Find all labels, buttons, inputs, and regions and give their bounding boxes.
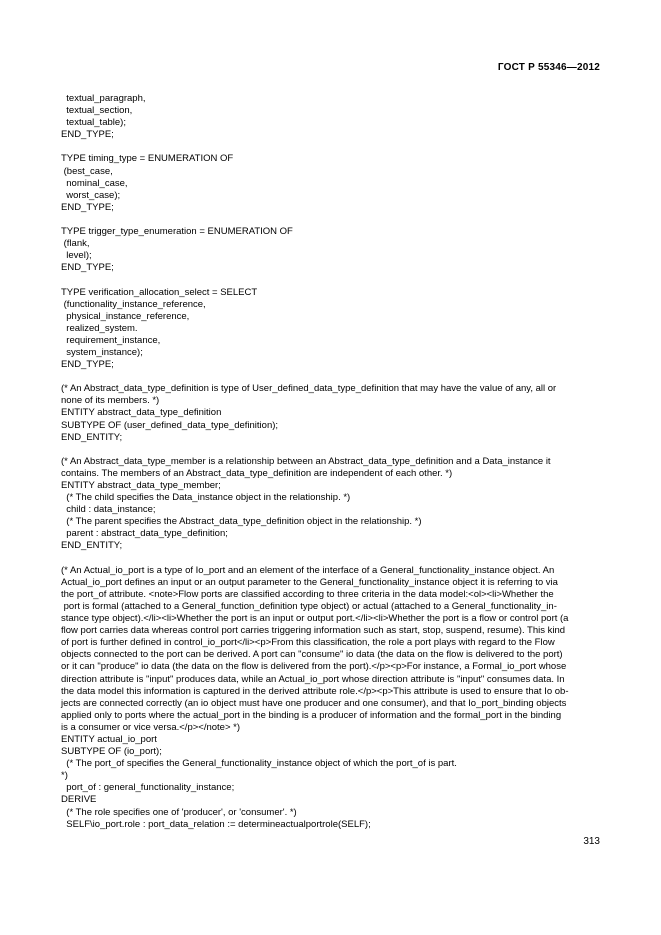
text-line: flow port carries data whereas control port carries triggering information such as start, stop, suspend, resume). This kind [61,625,566,637]
text-line: child : data_instance; [61,504,156,516]
text-line: applied only to ports where the actual_port in the binding is a producer of information and the formal_port in the binding [61,709,562,721]
text-line: level); [61,250,92,262]
text-line: TYPE timing_type = ENUMERATION OF [61,153,234,165]
text-line: TYPE trigger_type_enumeration = ENUMERATION OF [61,226,293,238]
text-line [61,141,613,153]
text-line: stance type object).</li><li>Whether the port is an input or output port.</li><li>Whether the port is a flow or control port (a [61,613,569,625]
text-line: realized_system. [61,322,138,334]
text-line: direction attribute is "input" produces data, while an Actual_io_port whose direction attribute is "input" consumes data. In [61,673,565,685]
text-line: textual_paragraph, [61,93,146,104]
text-line [61,444,613,456]
text-line: parent : abstract_data_type_definition; [61,528,228,540]
text-line: ENTITY actual_io_port [61,733,157,745]
text-line: (* An Abstract_data_type_member is a relationship between an Abstract_data_type_definition and a Data_instance it [61,455,551,467]
document-body [61,93,613,831]
text-line [61,214,613,226]
text-line: contains. The members of an Abstract_data_type_definition are independent of each other. *) [61,467,453,479]
document-standard-number: ГОСТ Р 55346—2012 [497,62,600,73]
text-line: (* The child specifies the Data_instance object in the relationship. *) [61,492,351,504]
text-line: ENTITY abstract_data_type_definition [61,407,222,419]
text-line: port_of : general_functionality_instance; [61,782,235,794]
text-line: (* The port_of specifies the General_functionality_instance object of which the port_of is part. [61,758,457,770]
text-line: textual_section, [61,105,133,117]
text-line: SUBTYPE OF (io_port); [61,746,162,758]
text-line: textual_table); [61,117,126,129]
text-line: requirement_instance, [61,334,161,346]
text-line: port is formal (attached to a General_function_definition type object) or actual (attached to a General_functionality_in- [61,600,557,612]
text-line [61,274,613,286]
text-line: END_TYPE; [61,262,114,274]
text-line: END_TYPE; [61,129,114,141]
text-line: (* An Abstract_data_type_definition is type of User_defined_data_type_definition that may have the value of any, all or [61,383,557,395]
text-line: ENTITY abstract_data_type_member; [61,480,221,491]
text-line [61,553,613,565]
text-line: (* An Actual_io_port is a type of Io_port and an element of the interface of a General_functionality_instance object. An [61,564,555,576]
text-line: (best_case, [61,165,113,177]
text-line: *) [61,770,68,782]
text-line: END_ENTITY; [61,431,123,443]
text-line: END_TYPE; [61,201,114,213]
text-line: (flank, [61,238,90,250]
text-line: Actual_io_port defines an input or an output parameter to the General_functionality_instance object it is referring to via [61,576,558,588]
text-line: END_TYPE; [61,359,114,371]
text-line: SELF\io_port.role : port_data_relation := determineactualportrole(SELF); [61,818,371,830]
text-line: the port_of attribute. <note>Flow ports are classified according to three criteria in the data model:<ol><li>Whether the [61,588,554,600]
text-line: TYPE verification_allocation_select = SELECT [61,286,258,298]
text-line: DERIVE [61,794,97,806]
text-line: worst_case); [61,189,121,201]
page-number: 313 [583,836,600,847]
text-line: system_instance); [61,346,143,358]
text-line: SUBTYPE OF (user_defined_data_type_definition); [61,419,279,431]
text-line: physical_instance_reference, [61,310,190,322]
text-line: the data model this information is captured in the derived attribute role.</p><p>This attribute is used to ensure that Io ob- [61,685,569,697]
text-line: is a consumer or vice versa.</p></note> *) [61,721,241,733]
text-line: jects are connected correctly (an io object must have one producer and one consumer), and that Io_port_binding objects [61,697,567,709]
text-line: (* The parent specifies the Abstract_data_type_definition object in the relationship. *) [61,516,422,528]
text-line: none of its members. *) [61,395,160,407]
text-line: of port is further defined in control_io_port</li><p>From this classification, the role a port plays with regard to the Flow [61,637,555,649]
text-line: (* The role specifies one of 'producer', or 'consumer'. *) [61,806,297,818]
text-line: (functionality_instance_reference, [61,298,206,310]
text-line: END_ENTITY; [61,540,123,552]
text-line: objects connected to the port can be derived. A port can "consume" io data (the data on the flow is delivered to the port) [61,649,563,661]
text-line: nominal_case, [61,177,128,189]
text-line: or it can "produce" io data (the data on the flow is delivered from the port).</p><p>For instance, a Formal_io_port whose [61,661,567,673]
text-line [61,371,613,383]
